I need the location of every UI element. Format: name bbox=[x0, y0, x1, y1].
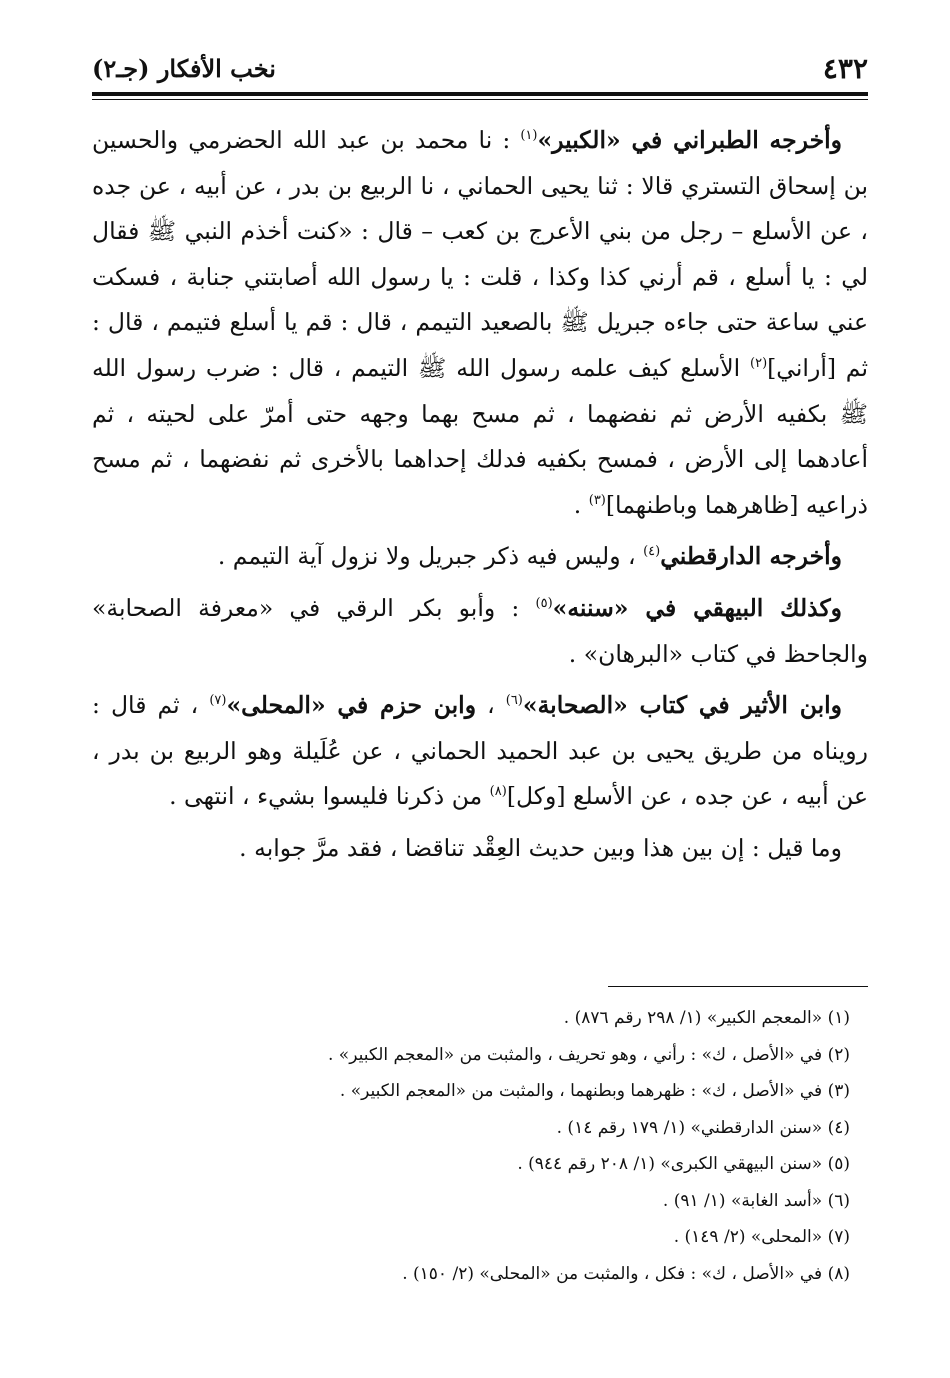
footnote-separator bbox=[608, 986, 868, 987]
bold-citation: وكذلك البيهقي في «سننه» bbox=[552, 593, 842, 622]
footnote: (٥) «سنن البيهقي الكبرى» (١/ ٢٠٨ رقم ٩٤٤) . bbox=[517, 1154, 850, 1174]
text-run: من ذكرنا فليسوا بشيء ، انتهى . bbox=[169, 782, 490, 811]
page-header bbox=[92, 48, 868, 88]
running-title: نخب الأفكار (جـ٢) bbox=[92, 53, 276, 83]
footnote: (٢) في «الأصل ، ك» : رأني ، وهو تحريف ، والمثبت من «المعجم الكبير» . bbox=[328, 1044, 850, 1065]
bold-citation: وابن حزم في «المحلى» bbox=[226, 691, 477, 720]
bold-citation: وابن الأثير في كتاب «الصحابة» bbox=[522, 691, 843, 720]
footnote: (٦) «أسد الغابة» (١/ ٩١) . bbox=[662, 1190, 850, 1211]
footnote: (٤) «سنن الدارقطني» (١/ ١٧٩ رقم ١٤) . bbox=[556, 1117, 850, 1138]
paragraph bbox=[92, 118, 868, 528]
footnote: (٧) «المحلى» (٢/ ١٤٩) . bbox=[673, 1227, 850, 1247]
bold-citation: وأخرجه الدارقطني bbox=[660, 542, 842, 571]
footnote-ref: (٢) bbox=[750, 356, 768, 372]
text-run: . bbox=[573, 490, 589, 519]
text-run: : وأبو بكر الرقي في «معرفة الصحابة» والجاحظ في كتاب «البرهان» . bbox=[92, 593, 868, 668]
bold-citation: وأخرجه الطبراني في «الكبير» bbox=[537, 126, 842, 154]
paragraph bbox=[92, 586, 868, 677]
paragraph bbox=[92, 534, 868, 580]
footnotes bbox=[92, 1000, 868, 1292]
text-run: : نا محمد بن عبد الله الحضرمي والحسين بن إسحاق التستري قالا : ثنا يحيى الحماني ، نا الربيع بن بدر ، عن أبيه ، عن جده ، عن الأسلع – رجل من بني الأعرج بن كعب – قال : «كنت أخذم النبي ﷺ فقال لي : يا أسلع ، قم أرني كذا وكذا ، قلت : يا رسول الله أصابتني جنابة ، فسكت عني ساعة حتى جاءه جبريل ﷺ بالصعيد التيمم ، قال : قم يا أسلع فتيمم ، قال : ثم [أراني] bbox=[92, 126, 868, 382]
paragraph bbox=[92, 683, 868, 820]
text-run: ، وليس فيه ذكر جبريل ولا نزول آية التيمم . bbox=[217, 542, 644, 571]
header-rule-thick bbox=[92, 92, 868, 96]
footnote-ref: (٧) bbox=[209, 693, 227, 709]
header-rule-thin bbox=[92, 99, 868, 100]
footnote-ref: (٨) bbox=[489, 784, 507, 800]
footnote-ref: (٤) bbox=[643, 544, 661, 560]
footnote-ref: (٥) bbox=[535, 596, 553, 612]
main-text bbox=[92, 118, 868, 878]
text-run: الأسلع كيف علمه رسول الله ﷺ التيمم ، قال : ضرب رسول الله ﷺ بكفيه الأرض ثم نفضهما ، ثم مسح بهما وجهه حتى أمرّ على لحيته ، ثم أعادهما إلى الأرض ، فمسح بكفيه فدلك إحداهما بالأخرى ثم نفضهما ، ثم مسح ذراعيه [ظاهرهما وباطنهما] bbox=[92, 353, 868, 519]
footnote: (١) «المعجم الكبير» (١/ ٢٩٨ رقم ٨٧٦) . bbox=[563, 1008, 850, 1028]
paragraph bbox=[92, 826, 868, 872]
text-run: ، bbox=[476, 691, 506, 720]
footnote-ref: (١) bbox=[520, 128, 538, 144]
footnote-ref: (٣) bbox=[588, 492, 606, 508]
text-run: وما قيل : إن بين هذا وبين حديث العِقْد تناقضا ، فقد مرَّ جوابه . bbox=[239, 833, 842, 862]
footnote: (٣) في «الأصل ، ك» : ظهرهما وبطنهما ، والمثبت من «المعجم الكبير» . bbox=[339, 1081, 850, 1101]
footnote-ref: (٦) bbox=[505, 693, 523, 709]
page-number: ٤٣٢ bbox=[822, 51, 868, 85]
footnote: (٨) في «الأصل ، ك» : فكل ، والمثبت من «المحلى» (٢/ ١٥٠) . bbox=[402, 1263, 850, 1284]
text-run: ، ثم قال : رويناه من طريق يحيى بن عبد الحميد الحماني ، عن عُلَيلة وهو الربيع بن بدر ، عن أبيه ، عن جده ، عن الأسلع [وكل] bbox=[92, 691, 868, 811]
